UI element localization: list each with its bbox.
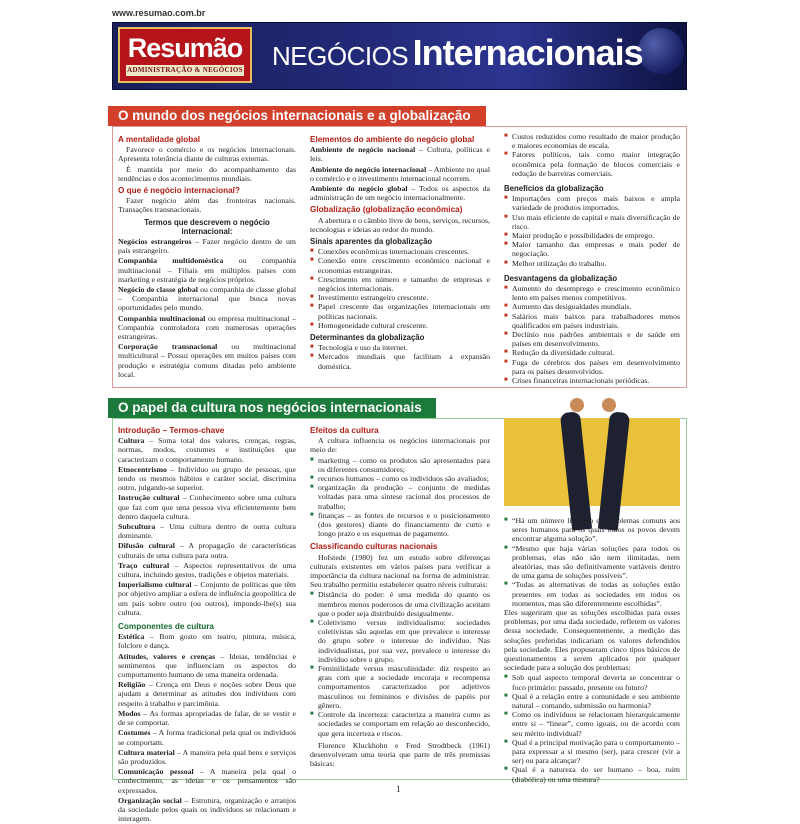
- term-name: Comunicação pessoal: [118, 767, 194, 777]
- term-entry: [118, 436, 296, 464]
- term-entry: [118, 748, 296, 766]
- heading-introducao: Introdução – Termos-chave: [118, 426, 225, 435]
- term-entry: [118, 561, 296, 579]
- term-definition: – Cultura, políticas e leis.: [310, 145, 490, 164]
- term-entry: [118, 256, 296, 284]
- term-name: Traço cultural: [118, 560, 170, 570]
- list-item: ■ Aumento das desigualdades mundiais.: [504, 302, 680, 311]
- list-item: ■ Aumento do desemprego e crescimento econômico lento em países menos competitivos.: [504, 284, 680, 302]
- term-name: Atitudes, valores e crenças: [118, 651, 216, 661]
- term-entry: [118, 632, 296, 650]
- term-entry: [118, 541, 296, 559]
- term-definition: – Conjunto de políticas que têm por objetivo ampliar a esfera de influência geopolítica de um país sobre outro (ou outros), impondo-lhe(s) sua cultura.: [118, 580, 296, 617]
- list-item: ■ “Todas as alternativas de todas as soluções estão presentes em todas as sociedades em todos os momentos, mas são diferentemente escolhidas”.: [504, 580, 680, 608]
- term-entry: [118, 465, 296, 493]
- section2-heading: O papel da cultura nos negócios internacionais: [108, 398, 436, 418]
- list-item: ■ organização da produção – conjunto de medidas voltadas para uma síntese racional dos processos de trabalho;: [310, 483, 490, 511]
- term-name: Subcultura: [118, 522, 156, 532]
- title-part1: NEGÓCIOS: [272, 41, 409, 71]
- term-entry: [118, 314, 296, 342]
- section2-col2: [310, 423, 490, 769]
- brand-logo: [118, 27, 252, 83]
- logo-subtitle: ADMINISTRAÇÃO & NEGÓCIOS: [127, 66, 243, 74]
- list-item: ■ Conexões econômicas internacionais crescentes.: [310, 247, 490, 256]
- list-item: ■ Investimento estrangeiro crescente.: [310, 293, 490, 302]
- list-item: ■ finanças – as fontes de recursos e o posicionamento (dos gestores) diante do financiamento de curto e longo prazo e os esquemas de pagamento.: [310, 511, 490, 539]
- man-head-left: [570, 398, 584, 412]
- paragraph: A cultura influencia os negócios internacionais por meio de:: [310, 436, 490, 455]
- list-item: ■ Fatores políticos, tais como maior integração econômica pela formação de blocos comerciais e redução de barreiras comerciais.: [504, 150, 680, 178]
- term-definition: – Crença em Deus e noções sobre Deus que ajudam a determinar as atitudes dos indivíduos com respeito à trabalho e parcimônia.: [118, 680, 296, 708]
- heading-desvantagens: Desvantagens da globalização: [504, 273, 618, 283]
- term-definition: – Conhecimento sobre uma cultura que faz com que uma pessoa viva eficientemente bem dentro daquela cultura.: [118, 493, 296, 521]
- term-name: Companhia multidoméstica: [118, 256, 224, 266]
- term-name: Organização social: [118, 795, 182, 805]
- section1-col2: [310, 132, 490, 371]
- heading-elementos: Elementos do ambiente do negócio global: [310, 135, 475, 144]
- term-definition: – Estrutura, organização e arranjos da sociedade pelos quais os indivíduos se relacionam e interagem.: [118, 795, 297, 824]
- effects-list: [310, 456, 490, 539]
- list-item: ■ Mercados mundiais que facilitam a expansão doméstica.: [310, 352, 490, 370]
- page-number: 1: [396, 784, 401, 794]
- list-item: ■ “Mesmo que haja várias soluções para todos os problemas, elas não são nem ilimitadas, nem aleatórias, mas são definitivamente variáveis dentro de uma gama de soluções possíveis”.: [504, 544, 680, 581]
- term-entry: [118, 285, 296, 313]
- list-item: ■ Sob qual aspecto temporal deveria se concentrar o foco primário: passado, presente ou futuro?: [504, 673, 680, 691]
- list-item: ■ Crescimento em número e tamanho de empresas e negócios internacionais.: [310, 275, 490, 293]
- list-item: ■ Declínio nos padrões ambientais e de saúde em países em desenvolvimento.: [504, 330, 680, 348]
- term-name: Modos: [118, 708, 141, 718]
- business-people-photo: [504, 418, 680, 506]
- heading-negocio-internacional: O que é negócio internacional?: [118, 186, 240, 196]
- list-item: ■ Qual é a natureza do ser humano – boa, ruim (diabólica) ou uma mistura?: [504, 765, 680, 783]
- term-definition: – Ambiente no qual o comércio e o investimento internacional ocorrem.: [310, 164, 490, 183]
- disadvantages-list: [504, 284, 680, 385]
- list-item: ■ Custos reduzidos como resultado de maior produção e maiores economias de escala.: [504, 132, 680, 150]
- term-definition: ou companhia de classe global – Companhia internacional que busca novas oportunidades pelo mundo.: [118, 285, 296, 313]
- list-item: ■ Importações com preços mais baixos e ampla variedade de produtos importados.: [504, 194, 680, 212]
- term-definition: – Soma total dos valores, crenças, regras, normas, modos, costumes e instituições que caracterizam o comportamento humano.: [118, 436, 296, 464]
- term-definition: ou companhia multinacional – Filiais em múltiplos países com marketing e estratégia de negócios próprios.: [118, 256, 296, 284]
- list-item: ■ Salários mais baixos para trabalhadores menos qualificados em países industriais.: [504, 312, 680, 330]
- section1-col3: [504, 132, 680, 385]
- list-item: ■ Homogeneidade cultural crescente.: [310, 321, 490, 330]
- page-title: [272, 32, 643, 74]
- heading-globalizacao: Globalização (globalização econômica): [310, 205, 463, 215]
- questions-list: [504, 673, 680, 783]
- benefits-list: [504, 194, 680, 268]
- term-definition: – A propagação de características culturais de uma cultura para outra.: [118, 541, 296, 560]
- term-definition: – A forma tradicional pela qual os indivíduos se comportam.: [118, 728, 296, 747]
- term-entry: [118, 728, 296, 746]
- title-part2: Internacionais: [412, 32, 643, 73]
- heading-sinais: Sinais aparentes da globalização: [310, 237, 433, 247]
- term-definition: – Aspectos representativos de uma cultura, incluindo gestos, tradições e objetos materiais.: [118, 560, 297, 580]
- heading-determinantes: Determinantes da globalização: [310, 333, 425, 343]
- term-definition: – Fazer negócio dentro de um país estrangeiro.: [118, 237, 296, 256]
- list-item: ■ marketing – como os produtos são apresentados para os diferentes consumidores;: [310, 456, 490, 474]
- globe-icon: [638, 28, 684, 74]
- term-definition: ou empresa multinacional – Companhia controladora com numerosas operações estrangeiras.: [118, 313, 297, 342]
- term-name: Cultura: [118, 436, 145, 446]
- section1-heading: O mundo dos negócios internacionais e a globalização: [108, 106, 486, 126]
- paragraph: É mantida por meio do acompanhamento das tendências e dos acontecimentos mundiais.: [118, 164, 296, 183]
- section2-col3: [504, 516, 680, 784]
- list-item: ■ Crises financeiras internacionais periódicas.: [504, 376, 680, 385]
- term-definition: – Uma cultura dentro de outra cultura dominante.: [118, 522, 296, 541]
- paragraph: Fazer negócio além das fronteiras nacionais. Transações transnacionais.: [118, 196, 296, 215]
- components-list: [118, 632, 296, 823]
- term-name: Corporação transnacional: [118, 342, 218, 352]
- term-entry: [310, 145, 490, 163]
- term-name: Etnocentrismo: [118, 464, 167, 474]
- elements-list: [310, 145, 490, 202]
- term-definition: – Todos os aspectos da administração de um negócio internacionalmente.: [310, 184, 490, 203]
- term-definition: ou multinacional multicultural – Possui operações em muitos países com produção e estratégia comuns ditadas pelo ambiente local.: [118, 342, 296, 379]
- term-definition: – As formas apropriadas de falar, de se vestir e de se comportar.: [118, 708, 296, 728]
- signs-list: [310, 247, 490, 330]
- top-list: [504, 132, 680, 178]
- list-item: ■ Distância do poder: é uma medida do quanto os membros menos poderosos de uma civilização aceitam que o poder seja distribuído desigualmente.: [310, 590, 490, 618]
- list-item: ■ Controle da incerteza: caracteriza a maneira como as sociedades se comportam em relação ao desconhecido, que gera incerteza e riscos.: [310, 710, 490, 738]
- term-entry: [118, 767, 296, 795]
- term-definition: – Indivíduo ou grupo de pessoas, que tendo os mesmos hábitos e caráter social, discrimina outro, julgando-se superior.: [118, 464, 296, 493]
- term-name: Estética: [118, 632, 145, 642]
- man-head-right: [602, 398, 616, 412]
- term-name: Instrução cultural: [118, 493, 180, 503]
- term-entry: [118, 709, 296, 727]
- paragraph: Hofstede (1980) fez um estudo sobre diferenças culturais existentes em vários países para verificar a importância da cultura nacional na forma de administrar. Seu trabalho permitiu estabelecer quatro níveis culturais:: [310, 552, 490, 590]
- list-item: ■ Feminilidade versus masculinidade: diz respeito ao grau com que a sociedade encoraja e recompensa comportamentos caracterizados por adjetivos masculinos ou femininos e divisões de papéis por gênero.: [310, 664, 490, 710]
- levels-list: [310, 590, 490, 737]
- term-entry: [118, 580, 296, 617]
- term-name: Cultura material: [118, 747, 175, 757]
- term-entry: [118, 652, 296, 680]
- heading-termos: Termos que descrevem o negócio internacional:: [144, 217, 270, 236]
- term-entry: [118, 493, 296, 521]
- term-entry: [118, 522, 296, 540]
- list-item: ■ Tecnologia e uso da internet.: [310, 343, 490, 352]
- term-definition: – A maneira pela qual bens e serviços são produzidos.: [118, 747, 296, 766]
- list-item: ■ Maior produção e possibilidades de emprego.: [504, 231, 680, 240]
- term-name: Negócios estrangeiros: [118, 237, 192, 247]
- list-item: ■ Fuga de cérebros dos países em desenvolvimento para os países desenvolvidos.: [504, 358, 680, 376]
- heading-efeitos: Efeitos da cultura: [310, 426, 379, 435]
- premises-list: [504, 516, 680, 608]
- heading-classificando: Classificando culturas nacionais: [310, 542, 438, 552]
- list-item: ■ Coletivismo versus individualismo: sociedades coletivistas são aquelas em que prevalece o interesse do grupo sobre o interesse do indivíduo. Nas individualistas, por sua vez, prevalece o interesse do indivíduo sobre o grupo.: [310, 618, 490, 664]
- determinants-list: [310, 343, 490, 371]
- term-name: Costumes: [118, 728, 151, 738]
- heading-mentalidade: A mentalidade global: [118, 135, 201, 144]
- list-item: ■ Maior tamanho das empresas e mais poder de negociação.: [504, 240, 680, 258]
- term-name: Negócio de classe global: [118, 285, 198, 295]
- term-definition: – A maneira pela qual o conhecimento, as ideias e os pensamentos são expressados.: [118, 767, 296, 795]
- list-item: ■ Melhor utilização do trabalho.: [504, 259, 680, 268]
- term-definition: – Bom gosto em teatro, pintura, música, folclore e dança.: [118, 632, 296, 651]
- term-entry: [118, 680, 296, 708]
- term-name: Ambiente de negócio nacional: [310, 145, 416, 155]
- list-item: ■ “Há um número limitado de problemas comuns aos seres humanos para os quais todos os povos devem encontrar alguma solução”.: [504, 516, 680, 544]
- list-item: ■ recursos humanos – como os indivíduos são avaliados;: [310, 474, 490, 483]
- list-item: ■ Redução da diversidade cultural.: [504, 348, 680, 357]
- term-entry: [118, 342, 296, 379]
- list-item: ■ Conexão entre crescimento econômico nacional e economias estrangeiras.: [310, 256, 490, 274]
- term-name: Imperialismo cultural: [118, 580, 192, 590]
- paragraph: Florence Kluckhohn e Fred Strodtbeck (1961) desenvolveram uma teoria que parte de três premissas básicas:: [310, 740, 490, 769]
- terms-list: [118, 237, 296, 379]
- logo-word: Resumão: [127, 33, 243, 63]
- list-item: ■ Como os indivíduos se relacionam hierarquicamente entre si – “linear”, como iguais, ou de acordo com seu mérito individual?: [504, 710, 680, 738]
- term-entry: [310, 165, 490, 183]
- key-terms-list: [118, 436, 296, 617]
- term-entry: [310, 184, 490, 202]
- paragraph: Eles sugeriram que as soluções escolhidas para esses problemas, por uma dada sociedade, refletem os valores dessa sociedade. Consequentemente, a medição das soluções preferidas indicariam os valores defendidos pela sociedade. Eles propuseram cinco tipos básicos de questionamentos a serem aplicados por qualquer sociedade para a solução dos problemas:: [504, 608, 680, 673]
- section2-col1: [118, 423, 296, 824]
- section1-col1: [118, 132, 296, 380]
- heading-beneficios: Benefícios da globalização: [504, 184, 604, 194]
- heading-componentes: Componentes de cultura: [118, 622, 214, 632]
- term-name: Religião: [118, 680, 146, 690]
- term-definition: – Ideias, tendências e sentimentos que influenciam os aspectos do comportamento humano de uma maneira ordenada.: [118, 651, 296, 680]
- term-name: Companhia multinacional: [118, 313, 206, 323]
- term-name: Ambiente do negócio internacional: [310, 164, 427, 174]
- list-item: ■ Papel crescente das organizações internacionais em políticas nacionais.: [310, 302, 490, 320]
- list-item: ■ Qual é a relação entre a comunidade e seu ambiente natural – comando, submissão ou harmonia?: [504, 692, 680, 710]
- term-name: Ambiente do negócio global: [310, 184, 408, 194]
- paragraph: A abertura e o câmbio livre de bens, serviços, recursos, tecnologias e ideias ao redor do mundo.: [310, 215, 490, 234]
- list-item: ■ Qual é a principal motivação para o comportamento – para expressar a si mesmo (ser), para crescer (vir a ser) ou para alcançar?: [504, 738, 680, 766]
- site-url: www.resumao.com.br: [112, 8, 206, 18]
- term-entry: [118, 237, 296, 255]
- list-item: ■ Uso mais eficiente de capital e mais diversificação de risco.: [504, 213, 680, 231]
- paragraph: Favorece o comércio e os negócios internacionais. Apresenta tolerância diante de culturas externas.: [118, 145, 296, 164]
- term-name: Difusão cultural: [118, 541, 175, 551]
